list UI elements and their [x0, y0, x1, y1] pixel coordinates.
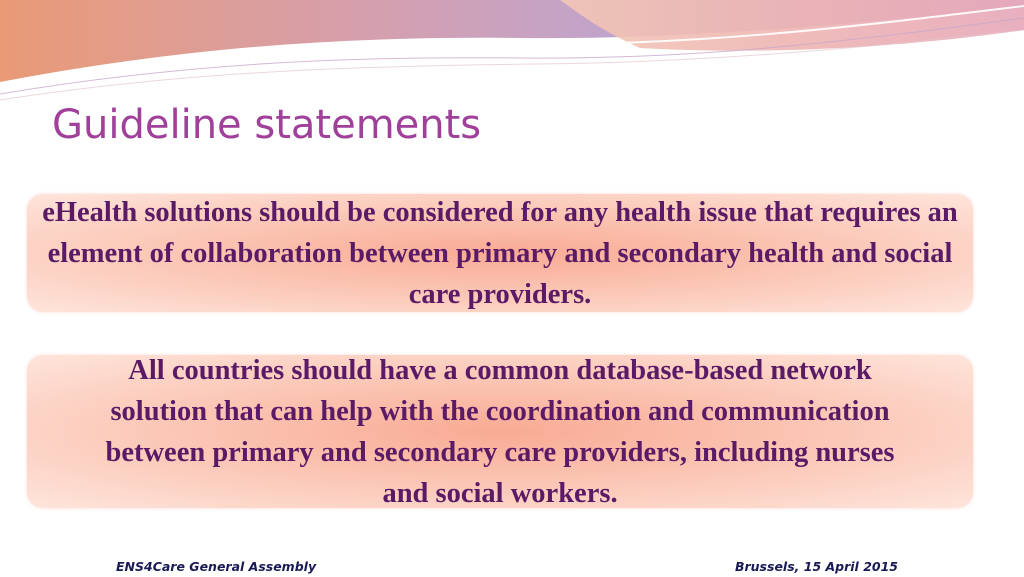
- footer-location-date: Brussels, 15 April 2015: [734, 559, 898, 574]
- guideline-statement-2-text: All countries should have a common database-based network solution that can help with the coordination and communication between primary and secondary care providers, including nurses and social workers.: [105, 354, 895, 509]
- slide-title: Guideline statements: [52, 102, 482, 148]
- decorative-wave-banner: [0, 0, 1024, 110]
- guideline-statement-box-2: [27, 355, 973, 508]
- guideline-statement-1-text: eHealth solutions should be considered for any health issue that requires an element of collaboration between primary and secondary health and social care providers.: [42, 196, 958, 310]
- footer-event-name: ENS4Care General Assembly: [116, 559, 317, 574]
- guideline-statement-box-1: [27, 194, 973, 312]
